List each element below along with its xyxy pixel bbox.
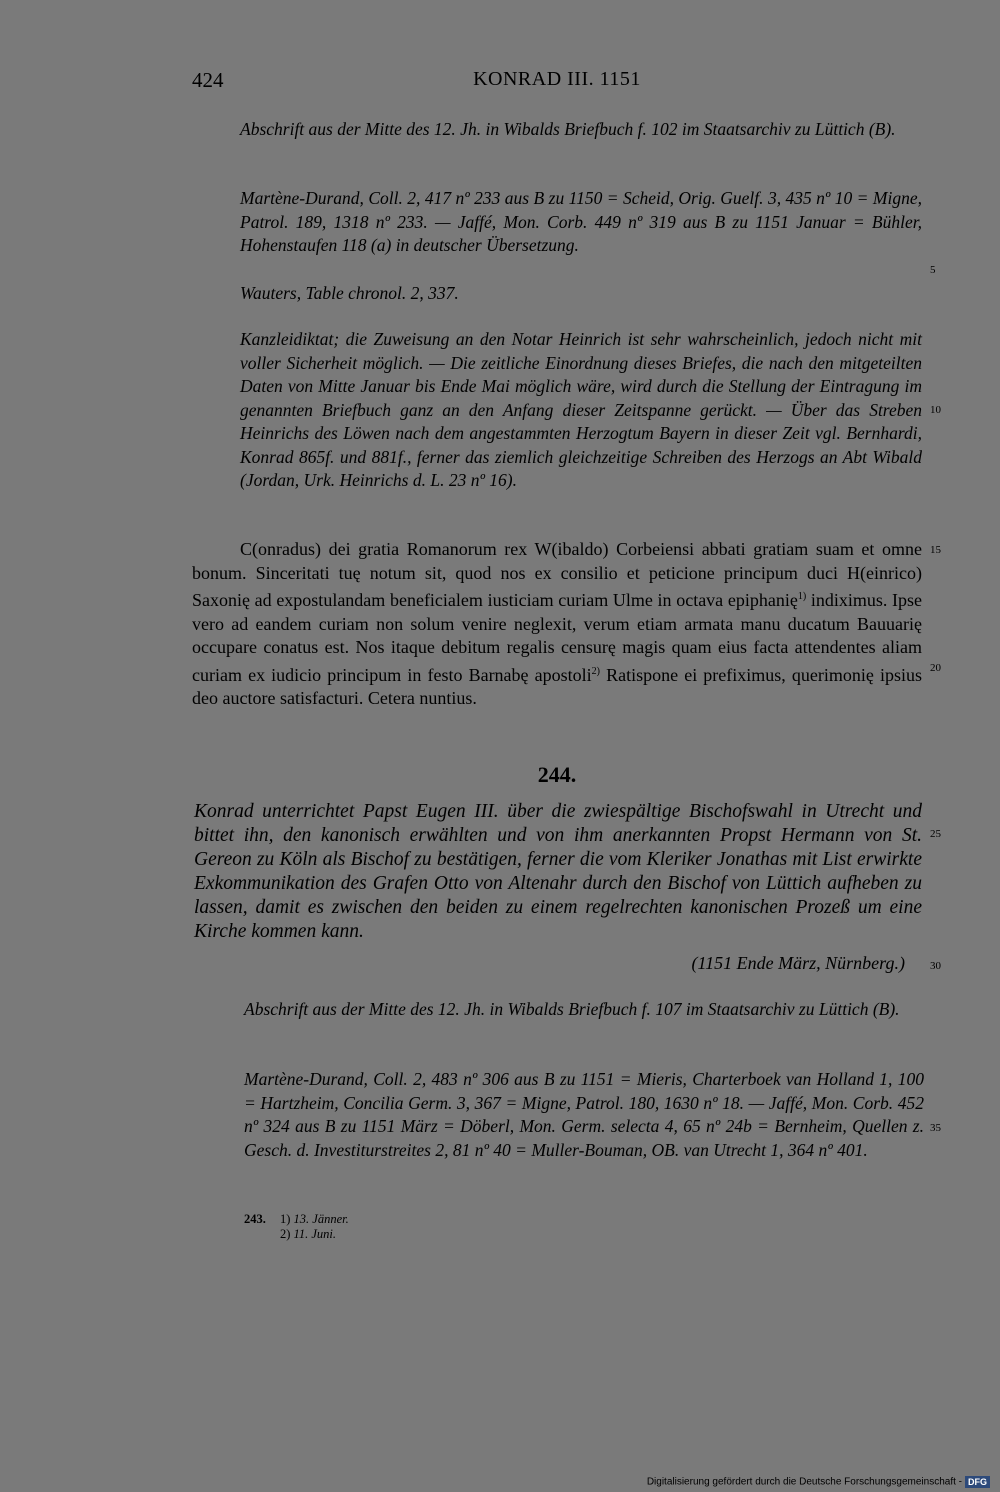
footnote-mark: 1) [280, 1212, 291, 1226]
page-number: 424 [192, 68, 224, 92]
doc244-editions: Martène-Durand, Coll. 2, 483 nº 306 aus B zu 1151 = Mieris, Charterboek van Holland 1, 100 = Hartzheim, Concilia Germ. 3, 367 = Migne, Patrol. 180, 1630 nº 18. — Jaffé, Mon. Corb. 452 nº 324 aus B zu 1151 März = Döberl, Mon. Germ. selecta 4, 65 nº 24b = Bernheim, Quellen z. Gesch. d. Investiturstreites 2, 81 nº 40 = Muller-Bouman, OB. van Utrecht 1, 364 nº 401. [244, 1069, 924, 1160]
doc244-number: 244. [537, 762, 577, 787]
line-number-5: 5 [930, 264, 936, 276]
doc243-text-part2: indiximus. Ipse vero ad eandem curiam non solum venire neglexit, verum etiam armata manu ducatum Bauuarię occupare conatus est. Nos itaque debitum regalis censurę magis quam eius facta attendentes aliam curiam ex iudicio principum in festo Barnabę apostoli [192, 590, 923, 685]
line-number-30: 30 [930, 960, 941, 972]
running-title: KONRAD III. 1151 [473, 68, 641, 90]
footnote-text: 13. Jänner. [293, 1212, 349, 1226]
line-number-25: 25 [930, 828, 941, 840]
doc243-text [192, 538, 922, 711]
dfg-logo-icon: DFG [965, 1476, 990, 1488]
footnote-row [244, 1227, 349, 1242]
doc244-summary: Konrad unterrichtet Papst Eugen III. über die zwiespältige Bischofswahl in Utrecht und bittet ihn, den kanonisch erwählten und von ihm anerkannten Propst Hermann von St. Gereon zu Köln als Bischof zu bestätigen, ferner die vom Kleriker Jonathas mit List erwirkte Exkommunikation des Grafen Otto von Altenahr durch den Bischof von Lüttich aufheben zu lassen, damit es zwischen den beiden zu einem regelrechten kanonischen Prozeß um eine Kirche kommen kann. [194, 801, 922, 942]
footnote-marker-1: 1) [797, 591, 807, 602]
digitization-credit [647, 1476, 990, 1488]
footnotes [244, 1212, 349, 1242]
credit-text: Digitalisierung gefördert durch die Deutsche Forschungsgemeinschaft - [646, 1476, 962, 1488]
doc243-commentary: Kanzleidiktat; die Zuweisung an den Notar Heinrich ist sehr wahrscheinlich, jedoch nicht mit voller Sicherheit möglich. — Die zeitliche Einordnung dieses Briefes, die nach den mitgeteilten Daten von Mitte Januar bis Ende Mai möglich wäre, wird durch die Stellung der Eintragung im genannten Briefbuch ganz an den Anfang dieser Zeitspanne gerückt. — Über das Streben Heinrichs des Löwen nach dem angestammten Herzogtum Bayern in dieser Zeit vgl. Bernhardi, Konrad 865f. und 881f., ferner das ziemlich gleichzeitige Schreiben des Herzogs an Abt Wibald (Jordan, Urk. Heinrichs d. L. 23 nº 16). [240, 329, 922, 490]
line-number-10: 10 [930, 404, 941, 416]
doc243-source: Abschrift aus der Mitte des 12. Jh. in Wibalds Briefbuch f. 102 im Staatsarchiv zu Lüttich (B). [240, 119, 896, 139]
line-number-20: 20 [930, 662, 941, 674]
footnote-doc-ref: 243. [244, 1212, 266, 1226]
doc244-source: Abschrift aus der Mitte des 12. Jh. in Wibalds Briefbuch f. 107 im Staatsarchiv zu Lüttich (B). [244, 999, 900, 1019]
doc243-text-part3: Ratispone ei prefiximus, querimonię ipsius deo auctore satisfacturi. Cetera nuntius. [192, 664, 922, 708]
doc243-text-part1: C(onradus) dei gratia Romanorum rex W(ibaldo) Corbeiensi abbati gratiam suam et omne bonum. Sinceritati tuę notum sit, quod nos ex consilio et peticione principum duci H(einrico) Saxonię ad expostulandam beneficialem iusticiam curiam Ulme in octava epiphanię [192, 539, 922, 610]
line-number-35: 35 [930, 1122, 941, 1134]
footnote-marker-2: 2) [591, 665, 600, 677]
doc243-regest: Wauters, Table chronol. 2, 337. [240, 283, 459, 303]
footnote-row [244, 1212, 349, 1227]
line-number-15: 15 [930, 544, 941, 556]
footnote-mark: 2) [280, 1227, 291, 1241]
page-header [192, 68, 922, 98]
doc243-editions: Martène-Durand, Coll. 2, 417 nº 233 aus B zu 1150 = Scheid, Orig. Guelf. 3, 435 nº 10 = Migne, Patrol. 189, 1318 nº 233. — Jaffé, Mon. Corb. 449 nº 319 aus B zu 1151 Januar = Bühler, Hohenstaufen 118 (a) in deutscher Übersetzung. [240, 188, 922, 255]
doc244-dating: (1151 Ende März, Nürnberg.) [691, 953, 905, 973]
footnote-text: 11. Juni. [293, 1227, 337, 1241]
